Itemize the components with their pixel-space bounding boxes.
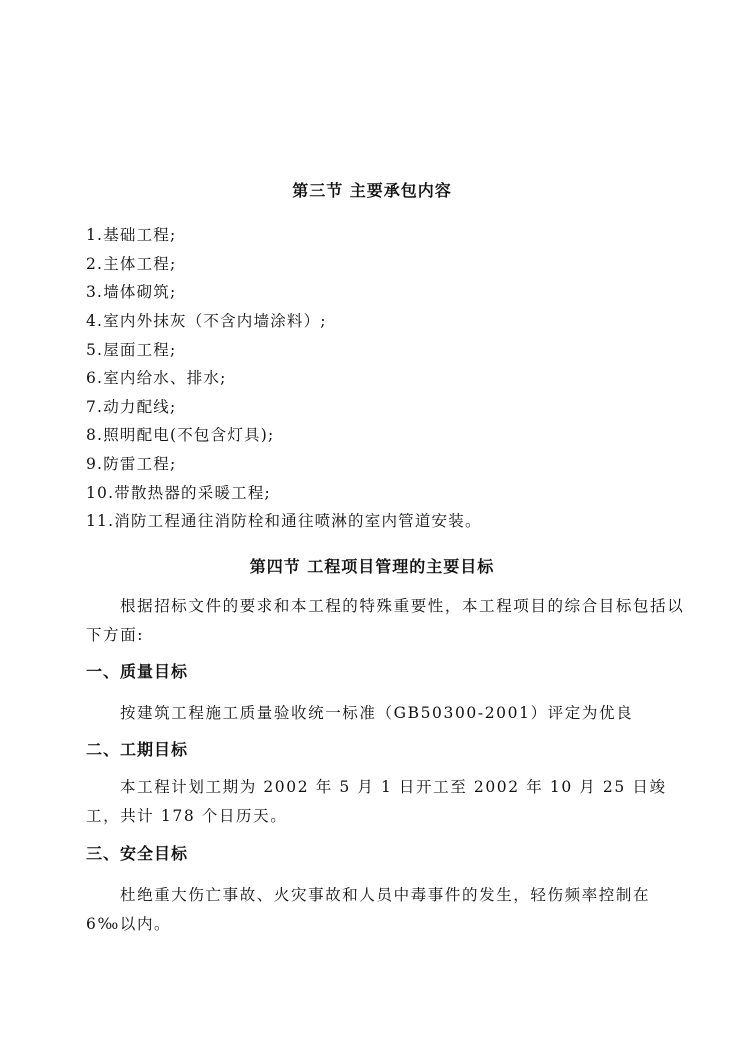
quality-goal-heading: 一、质量目标 bbox=[86, 662, 189, 681]
list-item: 11.消防工程通往消防栓和通往喷淋的室内管道安装。 bbox=[86, 512, 482, 530]
list-item: 6.室内给水、排水; bbox=[86, 369, 227, 387]
list-item: 5.屋面工程; bbox=[86, 341, 177, 359]
list-item: 7.动力配线; bbox=[86, 398, 177, 416]
list-item: 1.基础工程; bbox=[86, 226, 177, 244]
schedule-goal-heading: 二、工期目标 bbox=[86, 740, 189, 759]
section3-title: 第三节 主要承包内容 bbox=[292, 181, 452, 200]
schedule-goal-text: 本工程计划工期为 2002 年 5 月 1 日开工至 2002 年 10 月 25 日竣工，共计 178 个日历天。 bbox=[86, 778, 667, 825]
list-item: 10.带散热器的采暖工程; bbox=[86, 484, 271, 502]
list-item: 4.室内外抹灰（不含内墙涂料）; bbox=[86, 312, 327, 330]
list-item: 9.防雷工程; bbox=[86, 455, 177, 473]
safety-goal-heading: 三、安全目标 bbox=[86, 844, 189, 863]
list-item: 8.照明配电(不包含灯具); bbox=[86, 426, 275, 444]
list-item: 2.主体工程; bbox=[86, 255, 177, 273]
safety-goal-text: 杜绝重大伤亡事故、火灾事故和人员中毒事件的发生，轻伤频率控制在 6‰以内。 bbox=[86, 886, 651, 933]
quality-goal-text: 按建筑工程施工质量验收统一标准（GB50300-2001）评定为优良 bbox=[120, 704, 634, 722]
section4-title: 第四节 工程项目管理的主要目标 bbox=[249, 557, 495, 576]
intro-paragraph: 根据招标文件的要求和本工程的特殊重要性，本工程项目的综合目标包括以下方面: bbox=[86, 597, 685, 644]
list-item: 3.墙体砌筑; bbox=[86, 283, 177, 301]
